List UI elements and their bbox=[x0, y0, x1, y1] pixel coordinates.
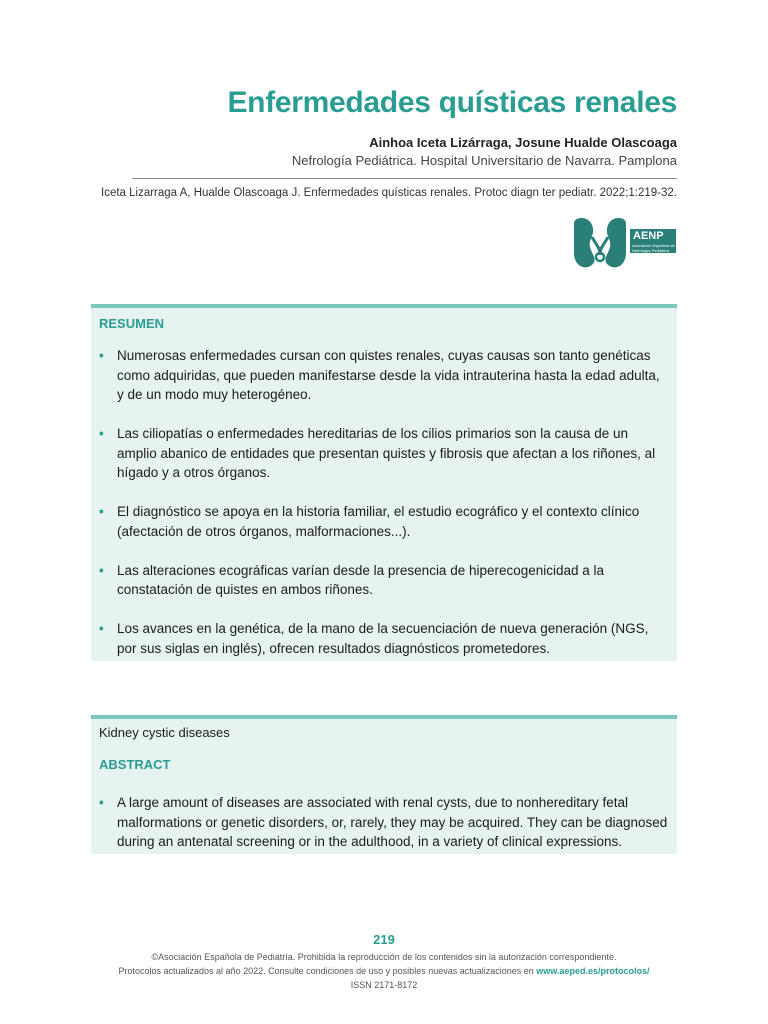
list-item: • Las ciliopatías o enfermedades hereditarias de los cilios primarios son la causa de un amplio abanico de entidades que presentan quistes y fibrosis que afectan a los riñones, al hígado y a otros órganos. bbox=[99, 426, 656, 480]
list-item: • Los avances en la genética, de la mano de la secuenciación de nueva generación (NGS, por sus siglas en inglés), ofrecen resultados diagnósticos prometedores. bbox=[99, 621, 649, 656]
resumen-heading: RESUMEN bbox=[99, 316, 165, 331]
footer-issn: ISSN 2171-8172 bbox=[350, 980, 418, 990]
page-number: 219 bbox=[373, 932, 395, 947]
abstract-list bbox=[99, 793, 669, 852]
abstract-heading: ABSTRACT bbox=[99, 757, 171, 772]
bullet-icon: • bbox=[99, 426, 104, 441]
bullet-icon: • bbox=[99, 504, 104, 519]
aenp-logo bbox=[570, 215, 678, 270]
logo-acronym: AENP bbox=[633, 230, 664, 242]
article-title: Enfermedades quísticas renales bbox=[227, 86, 677, 119]
affiliation: Nefrología Pediátrica. Hospital Universitario de Navarra. Pamplona bbox=[291, 153, 677, 168]
protocols-link[interactable]: www.aeped.es/protocolos/ bbox=[536, 966, 650, 976]
list-item: • A large amount of diseases are associated with renal cysts, due to nonhereditary fetal malformations or genetic disorders, or, rarely, they may be acquired. They can be diagnosed during an antenatal screening or in the adulthood, in a variety of clinical expressions. bbox=[99, 795, 668, 849]
bullet-icon: • bbox=[99, 562, 104, 578]
divider bbox=[132, 178, 677, 179]
bullet-icon: • bbox=[99, 348, 104, 363]
list-item: • Las alteraciones ecográficas varían desde la presencia de hiperecogenicidad a la constatación de quistes en ambos riñones. bbox=[99, 562, 605, 597]
list-item: • El diagnóstico se apoya en la historia familiar, el estudio ecográfico y el contexto clínico (afectación de otros órganos, malformaciones...). bbox=[99, 504, 640, 539]
resumen-list bbox=[99, 346, 669, 678]
bullet-icon: • bbox=[99, 795, 104, 810]
resumen-box bbox=[91, 304, 677, 661]
footer-copyright: ©Asociación Española de Pediatría. Prohibida la reproducción de los contenidos sin la autorización correspondiente. bbox=[151, 952, 617, 962]
bullet-icon: • bbox=[99, 621, 104, 636]
abstract-box bbox=[91, 715, 677, 854]
english-title: Kidney cystic diseases bbox=[99, 725, 230, 740]
citation: Iceta Lizarraga A, Hualde Olascoaga J. Enfermedades quísticas renales. Protoc diagn ter pediatr. 2022;1:219-32. bbox=[101, 187, 677, 199]
footer-updates: Protocolos actualizados al año 2022. Consulte condiciones de uso y posibles nuevas actualizaciones en www.aeped.es/protocolos/ bbox=[118, 966, 650, 976]
logo-subtitle: Asociación Española de Nefrología Pediátrica bbox=[632, 243, 675, 253]
authors: Ainhoa Iceta Lizárraga, Josune Hualde Olascoaga bbox=[369, 135, 677, 150]
list-item: • Numerosas enfermedades cursan con quistes renales, cuyas causas son tanto genéticas como adquiridas, que pueden manifestarse desde la vida intrauterina hasta la edad adulta, y de un modo muy heterogéneo. bbox=[99, 348, 660, 402]
